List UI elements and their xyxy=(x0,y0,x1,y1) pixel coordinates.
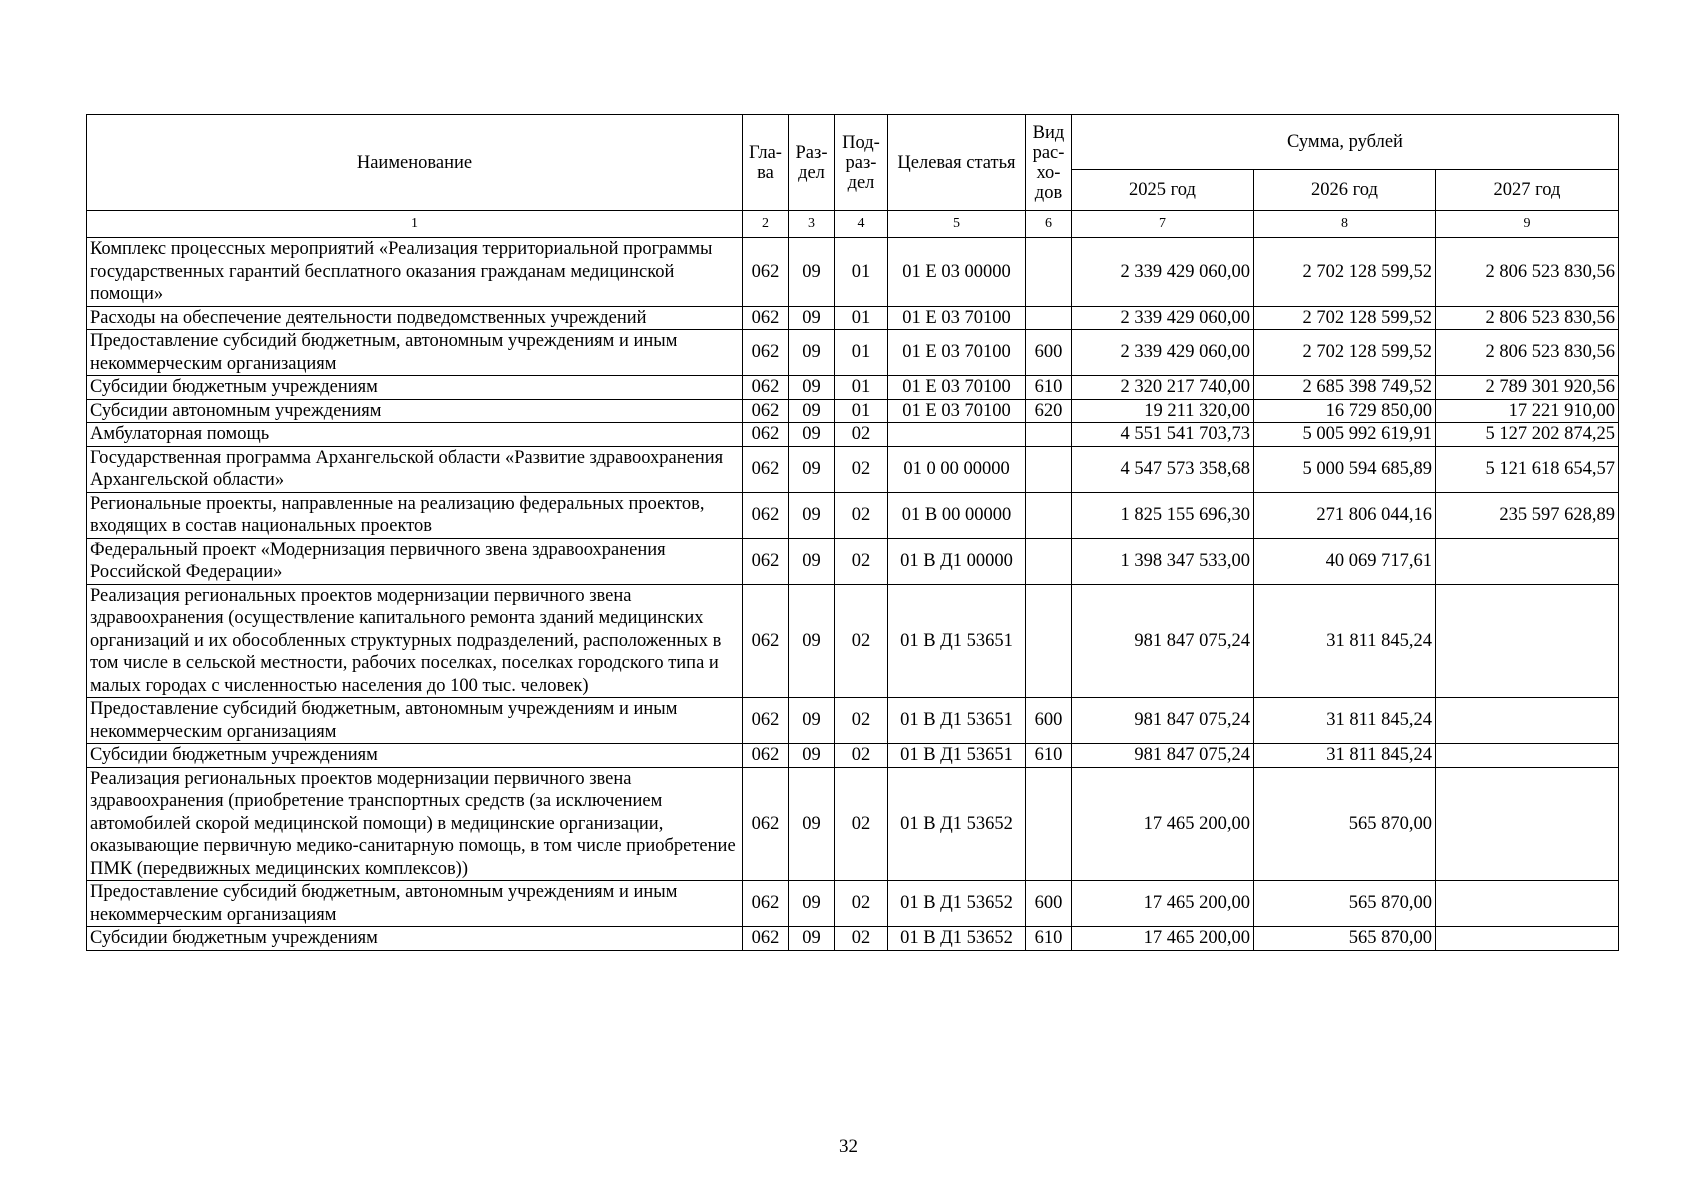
row-glava: 062 xyxy=(743,492,789,538)
row-razdel: 09 xyxy=(789,492,835,538)
row-sum-2027 xyxy=(1436,881,1619,927)
row-target-article: 01 В 00 00000 xyxy=(888,492,1026,538)
row-sum-2026: 2 685 398 749,52 xyxy=(1254,376,1436,400)
row-sum-2027 xyxy=(1436,584,1619,698)
row-expense-type: 600 xyxy=(1026,330,1072,376)
row-sum-2027: 5 121 618 654,57 xyxy=(1436,446,1619,492)
row-glava: 062 xyxy=(743,881,789,927)
row-sum-2026: 565 870,00 xyxy=(1254,767,1436,881)
row-razdel: 09 xyxy=(789,330,835,376)
row-expense-type xyxy=(1026,492,1072,538)
row-target-article: 01 Е 03 70100 xyxy=(888,330,1026,376)
row-podrazdel: 02 xyxy=(835,492,888,538)
row-podrazdel: 01 xyxy=(835,399,888,423)
header-podrazdel: Под-раз-дел xyxy=(835,115,888,211)
row-target-article: 01 Е 03 70100 xyxy=(888,376,1026,400)
table-row xyxy=(87,744,1619,768)
row-razdel: 09 xyxy=(789,927,835,951)
row-name: Амбулаторная помощь xyxy=(87,423,743,447)
row-target-article xyxy=(888,423,1026,447)
row-sum-2027: 235 597 628,89 xyxy=(1436,492,1619,538)
row-name: Субсидии бюджетным учреждениям xyxy=(87,744,743,768)
header-glava: Гла-ва xyxy=(743,115,789,211)
row-sum-2026: 5 005 992 619,91 xyxy=(1254,423,1436,447)
row-sum-2025: 4 551 541 703,73 xyxy=(1072,423,1254,447)
row-target-article: 01 Е 03 70100 xyxy=(888,399,1026,423)
row-razdel: 09 xyxy=(789,584,835,698)
table-row xyxy=(87,306,1619,330)
row-sum-2026: 2 702 128 599,52 xyxy=(1254,238,1436,307)
table-header xyxy=(87,115,1619,238)
row-glava: 062 xyxy=(743,446,789,492)
row-sum-2025: 2 320 217 740,00 xyxy=(1072,376,1254,400)
row-expense-type: 610 xyxy=(1026,927,1072,951)
row-target-article: 01 В Д1 53651 xyxy=(888,584,1026,698)
row-target-article: 01 0 00 00000 xyxy=(888,446,1026,492)
table-row xyxy=(87,376,1619,400)
row-podrazdel: 02 xyxy=(835,423,888,447)
table-row xyxy=(87,584,1619,698)
row-sum-2026: 16 729 850,00 xyxy=(1254,399,1436,423)
table-row xyxy=(87,927,1619,951)
column-number: 3 xyxy=(789,211,835,238)
row-name: Предоставление субсидий бюджетным, автономным учреждениям и иным некоммерческим организациям xyxy=(87,698,743,744)
row-name: Реализация региональных проектов модернизации первичного звена здравоохранения (приобретение транспортных средств (за исключением автомобилей скорой медицинской помощи) в медицинские организации, оказывающие первичную медико-санитарную помощь, в том числе приобретение ПМК (передвижных медицинских комплексов)) xyxy=(87,767,743,881)
row-glava: 062 xyxy=(743,376,789,400)
row-name: Субсидии бюджетным учреждениям xyxy=(87,927,743,951)
row-sum-2026: 271 806 044,16 xyxy=(1254,492,1436,538)
table-row xyxy=(87,330,1619,376)
row-name: Предоставление субсидий бюджетным, автономным учреждениям и иным некоммерческим организациям xyxy=(87,330,743,376)
row-glava: 062 xyxy=(743,698,789,744)
header-expense-type: Вид рас-хо-дов xyxy=(1026,115,1072,211)
row-sum-2027: 17 221 910,00 xyxy=(1436,399,1619,423)
table-row xyxy=(87,538,1619,584)
row-razdel: 09 xyxy=(789,446,835,492)
row-sum-2027 xyxy=(1436,538,1619,584)
row-sum-2025: 17 465 200,00 xyxy=(1072,767,1254,881)
row-sum-2026: 31 811 845,24 xyxy=(1254,698,1436,744)
row-sum-2026: 565 870,00 xyxy=(1254,881,1436,927)
row-glava: 062 xyxy=(743,767,789,881)
row-target-article: 01 В Д1 53652 xyxy=(888,927,1026,951)
row-target-article: 01 Е 03 70100 xyxy=(888,306,1026,330)
row-glava: 062 xyxy=(743,306,789,330)
row-sum-2026: 2 702 128 599,52 xyxy=(1254,330,1436,376)
row-sum-2026: 40 069 717,61 xyxy=(1254,538,1436,584)
row-name: Расходы на обеспечение деятельности подведомственных учреждений xyxy=(87,306,743,330)
row-sum-2025: 981 847 075,24 xyxy=(1072,744,1254,768)
row-sum-2025: 2 339 429 060,00 xyxy=(1072,238,1254,307)
row-glava: 062 xyxy=(743,238,789,307)
row-sum-2027: 2 789 301 920,56 xyxy=(1436,376,1619,400)
row-expense-type xyxy=(1026,238,1072,307)
row-sum-2026: 5 000 594 685,89 xyxy=(1254,446,1436,492)
row-podrazdel: 02 xyxy=(835,584,888,698)
row-razdel: 09 xyxy=(789,399,835,423)
row-sum-2027: 5 127 202 874,25 xyxy=(1436,423,1619,447)
row-name: Федеральный проект «Модернизация первичного звена здравоохранения Российской Федерации» xyxy=(87,538,743,584)
row-razdel: 09 xyxy=(789,881,835,927)
row-expense-type: 600 xyxy=(1026,698,1072,744)
row-podrazdel: 02 xyxy=(835,538,888,584)
row-name: Предоставление субсидий бюджетным, автономным учреждениям и иным некоммерческим организациям xyxy=(87,881,743,927)
table-row xyxy=(87,492,1619,538)
row-razdel: 09 xyxy=(789,767,835,881)
header-razdel: Раз-дел xyxy=(789,115,835,211)
row-sum-2025: 2 339 429 060,00 xyxy=(1072,306,1254,330)
row-sum-2026: 31 811 845,24 xyxy=(1254,584,1436,698)
row-podrazdel: 02 xyxy=(835,744,888,768)
row-glava: 062 xyxy=(743,927,789,951)
row-target-article: 01 В Д1 00000 xyxy=(888,538,1026,584)
row-podrazdel: 01 xyxy=(835,376,888,400)
column-number: 9 xyxy=(1436,211,1619,238)
row-name: Региональные проекты, направленные на реализацию федеральных проектов, входящих в состав национальных проектов xyxy=(87,492,743,538)
row-sum-2025: 981 847 075,24 xyxy=(1072,698,1254,744)
row-expense-type xyxy=(1026,306,1072,330)
row-podrazdel: 02 xyxy=(835,698,888,744)
column-number: 4 xyxy=(835,211,888,238)
row-glava: 062 xyxy=(743,538,789,584)
table-row xyxy=(87,423,1619,447)
row-sum-2027 xyxy=(1436,927,1619,951)
row-target-article: 01 Е 03 00000 xyxy=(888,238,1026,307)
budget-table xyxy=(86,114,1619,951)
row-sum-2026: 2 702 128 599,52 xyxy=(1254,306,1436,330)
row-sum-2027 xyxy=(1436,767,1619,881)
table-body xyxy=(87,238,1619,951)
row-expense-type xyxy=(1026,584,1072,698)
table-row xyxy=(87,698,1619,744)
row-sum-2025: 17 465 200,00 xyxy=(1072,927,1254,951)
row-razdel: 09 xyxy=(789,238,835,307)
row-expense-type: 610 xyxy=(1026,376,1072,400)
row-sum-2027: 2 806 523 830,56 xyxy=(1436,306,1619,330)
row-sum-2025: 1 398 347 533,00 xyxy=(1072,538,1254,584)
row-expense-type xyxy=(1026,446,1072,492)
column-number: 5 xyxy=(888,211,1026,238)
header-target-article: Целевая статья xyxy=(888,115,1026,211)
row-expense-type: 620 xyxy=(1026,399,1072,423)
row-sum-2025: 4 547 573 358,68 xyxy=(1072,446,1254,492)
header-sum: Сумма, рублей xyxy=(1072,115,1619,170)
row-name: Реализация региональных проектов модернизации первичного звена здравоохранения (осуществление капитального ремонта зданий медицинских организаций и их обособленных структурных подразделений, расположенных в том числе в сельской местности, рабочих поселках, поселках городского типа и малых городах с численностью населения до 100 тыс. человек) xyxy=(87,584,743,698)
row-sum-2026: 565 870,00 xyxy=(1254,927,1436,951)
row-sum-2025: 17 465 200,00 xyxy=(1072,881,1254,927)
column-number: 7 xyxy=(1072,211,1254,238)
row-sum-2027 xyxy=(1436,744,1619,768)
row-target-article: 01 В Д1 53652 xyxy=(888,767,1026,881)
row-expense-type: 600 xyxy=(1026,881,1072,927)
header-year-2025: 2025 год xyxy=(1072,170,1254,211)
row-podrazdel: 01 xyxy=(835,330,888,376)
header-name: Наименование xyxy=(87,115,743,211)
column-number-row xyxy=(87,211,1619,238)
row-razdel: 09 xyxy=(789,698,835,744)
header-year-2026: 2026 год xyxy=(1254,170,1436,211)
row-podrazdel: 02 xyxy=(835,446,888,492)
row-razdel: 09 xyxy=(789,376,835,400)
table-row xyxy=(87,238,1619,307)
row-expense-type xyxy=(1026,423,1072,447)
table-row xyxy=(87,399,1619,423)
column-number: 2 xyxy=(743,211,789,238)
column-number: 6 xyxy=(1026,211,1072,238)
column-number: 1 xyxy=(87,211,743,238)
row-sum-2027: 2 806 523 830,56 xyxy=(1436,330,1619,376)
table-row xyxy=(87,767,1619,881)
row-name: Комплекс процессных мероприятий «Реализация территориальной программы государственных гарантий бесплатного оказания гражданам медицинской помощи» xyxy=(87,238,743,307)
row-sum-2027: 2 806 523 830,56 xyxy=(1436,238,1619,307)
row-glava: 062 xyxy=(743,584,789,698)
row-podrazdel: 02 xyxy=(835,927,888,951)
row-target-article: 01 В Д1 53651 xyxy=(888,744,1026,768)
table-row xyxy=(87,446,1619,492)
row-podrazdel: 02 xyxy=(835,767,888,881)
header-year-2027: 2027 год xyxy=(1436,170,1619,211)
row-razdel: 09 xyxy=(789,423,835,447)
row-target-article: 01 В Д1 53652 xyxy=(888,881,1026,927)
table-row xyxy=(87,881,1619,927)
row-expense-type xyxy=(1026,767,1072,881)
row-sum-2026: 31 811 845,24 xyxy=(1254,744,1436,768)
row-sum-2025: 19 211 320,00 xyxy=(1072,399,1254,423)
row-glava: 062 xyxy=(743,744,789,768)
row-sum-2025: 1 825 155 696,30 xyxy=(1072,492,1254,538)
page-number: 32 xyxy=(839,1136,858,1157)
row-glava: 062 xyxy=(743,330,789,376)
row-glava: 062 xyxy=(743,423,789,447)
row-target-article: 01 В Д1 53651 xyxy=(888,698,1026,744)
row-expense-type xyxy=(1026,538,1072,584)
row-sum-2025: 2 339 429 060,00 xyxy=(1072,330,1254,376)
column-number: 8 xyxy=(1254,211,1436,238)
row-razdel: 09 xyxy=(789,744,835,768)
row-glava: 062 xyxy=(743,399,789,423)
row-name: Субсидии автономным учреждениям xyxy=(87,399,743,423)
row-podrazdel: 02 xyxy=(835,881,888,927)
row-podrazdel: 01 xyxy=(835,306,888,330)
row-expense-type: 610 xyxy=(1026,744,1072,768)
row-name: Субсидии бюджетным учреждениям xyxy=(87,376,743,400)
row-podrazdel: 01 xyxy=(835,238,888,307)
row-razdel: 09 xyxy=(789,538,835,584)
row-razdel: 09 xyxy=(789,306,835,330)
row-sum-2025: 981 847 075,24 xyxy=(1072,584,1254,698)
row-name: Государственная программа Архангельской области «Развитие здравоохранения Архангельской области» xyxy=(87,446,743,492)
row-sum-2027 xyxy=(1436,698,1619,744)
